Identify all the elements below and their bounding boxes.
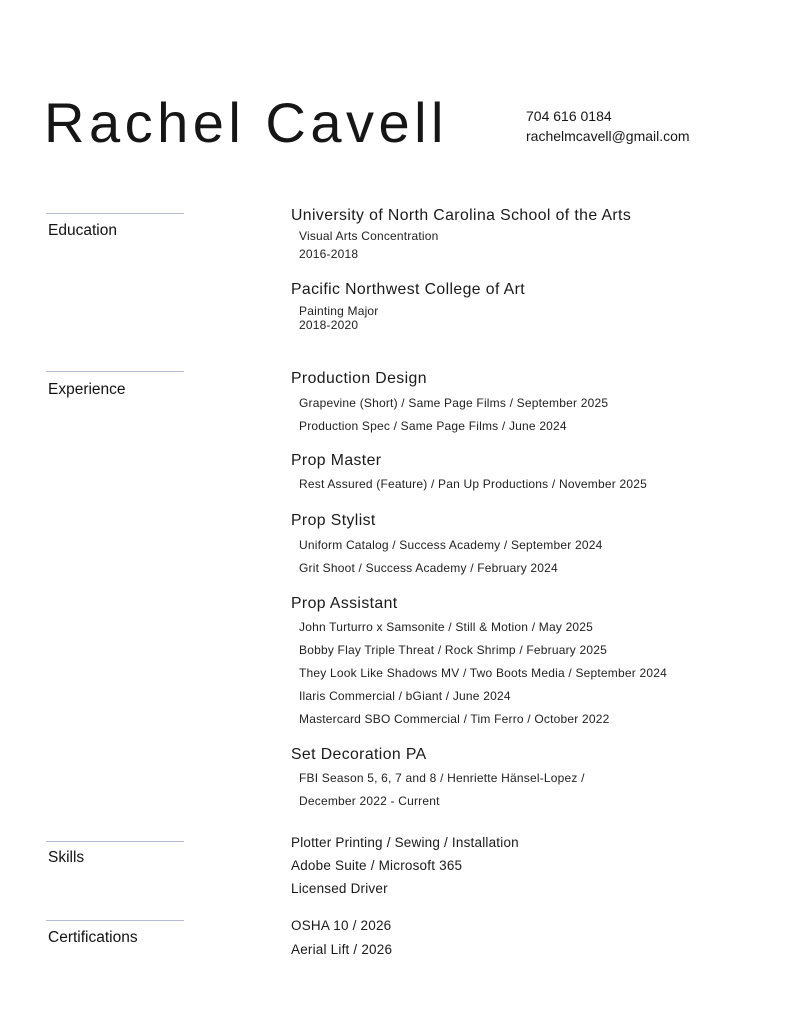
experience-item: Uniform Catalog / Success Academy / September 2024: [299, 538, 603, 552]
education-detail: Painting Major: [299, 304, 379, 318]
experience-role: Prop Master: [291, 452, 382, 469]
section-label-certifications: Certifications: [48, 929, 138, 946]
experience-item: Bobby Flay Triple Threat / Rock Shrimp / February 2025: [299, 643, 608, 657]
skill-item: Licensed Driver: [291, 881, 388, 896]
skill-item: Plotter Printing / Sewing / Installation: [291, 835, 519, 850]
education-detail: Visual Arts Concentration: [299, 229, 439, 243]
section-label-skills: Skills: [48, 849, 85, 866]
section-rule-education: [46, 213, 184, 214]
experience-item: Production Spec / Same Page Films / June 2024: [299, 419, 567, 433]
experience-item: Ilaris Commercial / bGiant / June 2024: [299, 689, 511, 703]
skill-item: Adobe Suite / Microsoft 365: [291, 858, 463, 873]
experience-item: Mastercard SBO Commercial / Tim Ferro / October 2022: [299, 712, 610, 726]
email-address: rachelmcavell@gmail.com: [526, 128, 690, 144]
experience-item: John Turturro x Samsonite / Still & Motion / May 2025: [299, 620, 594, 634]
certification-item: Aerial Lift / 2026: [291, 942, 393, 957]
section-label-experience: Experience: [48, 381, 126, 398]
experience-role: Prop Stylist: [291, 512, 376, 529]
section-label-education: Education: [48, 222, 117, 239]
experience-item: FBI Season 5, 6, 7 and 8 / Henriette Hänsel-Lopez /: [299, 771, 585, 785]
experience-item: They Look Like Shadows MV / Two Boots Media / September 2024: [299, 666, 667, 680]
education-dates: 2018-2020: [299, 318, 359, 332]
phone-number: 704 616 0184: [526, 108, 612, 124]
section-rule-skills: [46, 841, 184, 842]
section-rule-experience: [46, 371, 184, 372]
experience-role: Set Decoration PA: [291, 746, 427, 763]
education-school: Pacific Northwest College of Art: [291, 281, 526, 298]
section-rule-certifications: [46, 920, 184, 921]
education-dates: 2016-2018: [299, 247, 359, 261]
experience-item: Grapevine (Short) / Same Page Films / September 2025: [299, 396, 609, 410]
person-name: Rachel Cavell: [44, 91, 448, 154]
experience-role: Production Design: [291, 370, 427, 387]
education-school: University of North Carolina School of the Arts: [291, 207, 632, 224]
experience-item: Grit Shoot / Success Academy / February 2024: [299, 561, 558, 575]
experience-item: December 2022 - Current: [299, 794, 440, 808]
contact-block: [526, 106, 690, 146]
experience-role: Prop Assistant: [291, 595, 398, 612]
experience-item: Rest Assured (Feature) / Pan Up Productions / November 2025: [299, 477, 647, 491]
certification-item: OSHA 10 / 2026: [291, 918, 392, 933]
